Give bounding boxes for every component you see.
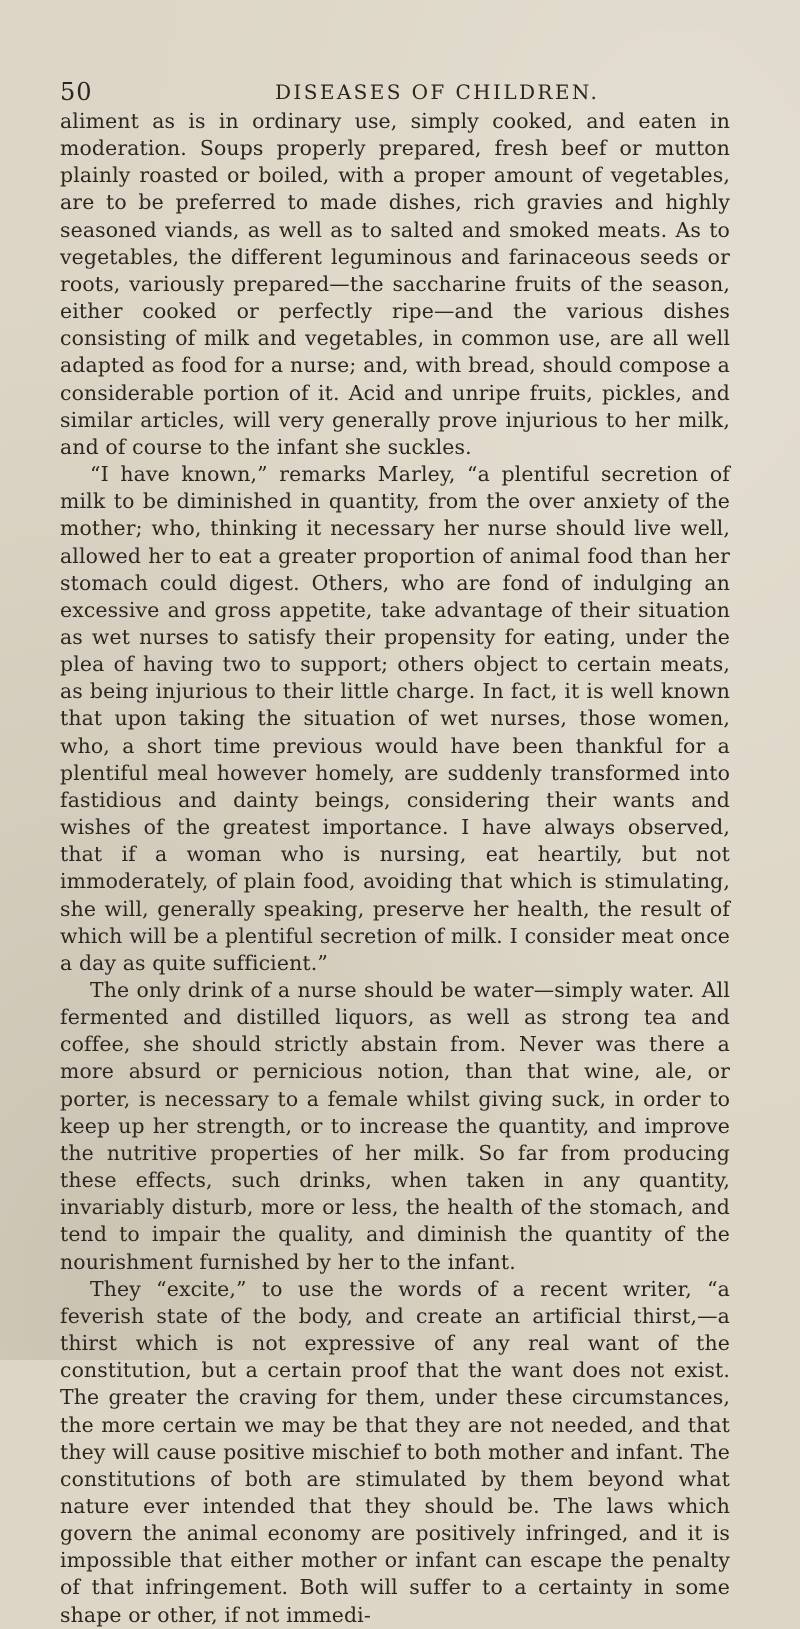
page-number: 50	[60, 78, 93, 106]
running-head: DISEASES OF CHILDREN.	[275, 80, 600, 104]
paragraph: They “excite,” to use the words of a recent writer, “a feverish state of the body, and create an artificial thirst,—a thirst which is not expressive of any real want of the constitution, but a certain proof that the want does not exist. The greater the craving for them, under these circumstances, the more certain we may be that they are not needed, and that they will cause positive mischief to both mother and infant. The constitutions of both are stimulated by them beyond what nature ever intended that they should be. The laws which govern the animal economy are positively infringed, and it is impossible that either mother or infant can escape the penalty of that infringement. Both will suffer to a certainty in some shape or other, if not immedi-	[60, 1276, 730, 1627]
paragraph: “I have known,” remarks Marley, “a plentiful secretion of milk to be diminished in quantity, from the over anxiety of the mother; who, thinking it necessary her nurse should live well, allowed her to eat a greater proportion of animal food than her stomach could digest. Others, who are fond of indulging an excessive and gross appetite, take advantage of their situation as wet nurses to satisfy their propensity for eating, under the plea of having two to support; others object to certain meats, as being injurious to their little charge. In fact, it is well known that upon taking the situation of wet nurses, those women, who, a short time previous would have been thankful for a plentiful meal however homely, are suddenly transformed into fastidious and dainty beings, considering their wants and wishes of the greatest importance. I have always observed, that if a woman who is nursing, eat heartily, but not immoderately, of plain food, avoiding that which is stimulating, she will, generally speaking, preserve her health, the result of which will be a plentiful secretion of milk. I consider meat once a day as quite sufficient.”	[60, 462, 730, 975]
page-header	[60, 78, 740, 110]
body-text	[60, 108, 730, 1629]
paragraph: The only drink of a nurse should be water—simply water. All fermented and distilled liquors, as well as strong tea and coffee, she should strictly abstain from. Never was there a more absurd or pernicious notion, than that wine, ale, or porter, is necessary to a female whilst giving suck, in order to keep up her strength, or to increase the quantity, and improve the nutritive properties of her milk. So far from producing these effects, such drinks, when taken in any quantity, invariably disturb, more or less, the health of the stomach, and tend to impair the quality, and diminish the quantity of the nourishment furnished by her to the infant.	[60, 978, 730, 1274]
paragraph: aliment as is in ordinary use, simply cooked, and eaten in moderation. Soups properly prepared, fresh beef or mutton plainly roasted or boiled, with a proper amount of vegetables, are to be preferred to made dishes, rich gravies and highly seasoned viands, as well as to salted and smoked meats. As to vegetables, the different leguminous and farinaceous seeds or roots, variously prepared—the saccharine fruits of the season, either cooked or perfectly ripe—and the various dishes consisting of milk and vegetables, in common use, are all well adapted as food for a nurse; and, with bread, should compose a considerable portion of it. Acid and unripe fruits, pickles, and similar articles, will very generally prove injurious to her milk, and of course to the infant she suckles.	[60, 109, 730, 459]
